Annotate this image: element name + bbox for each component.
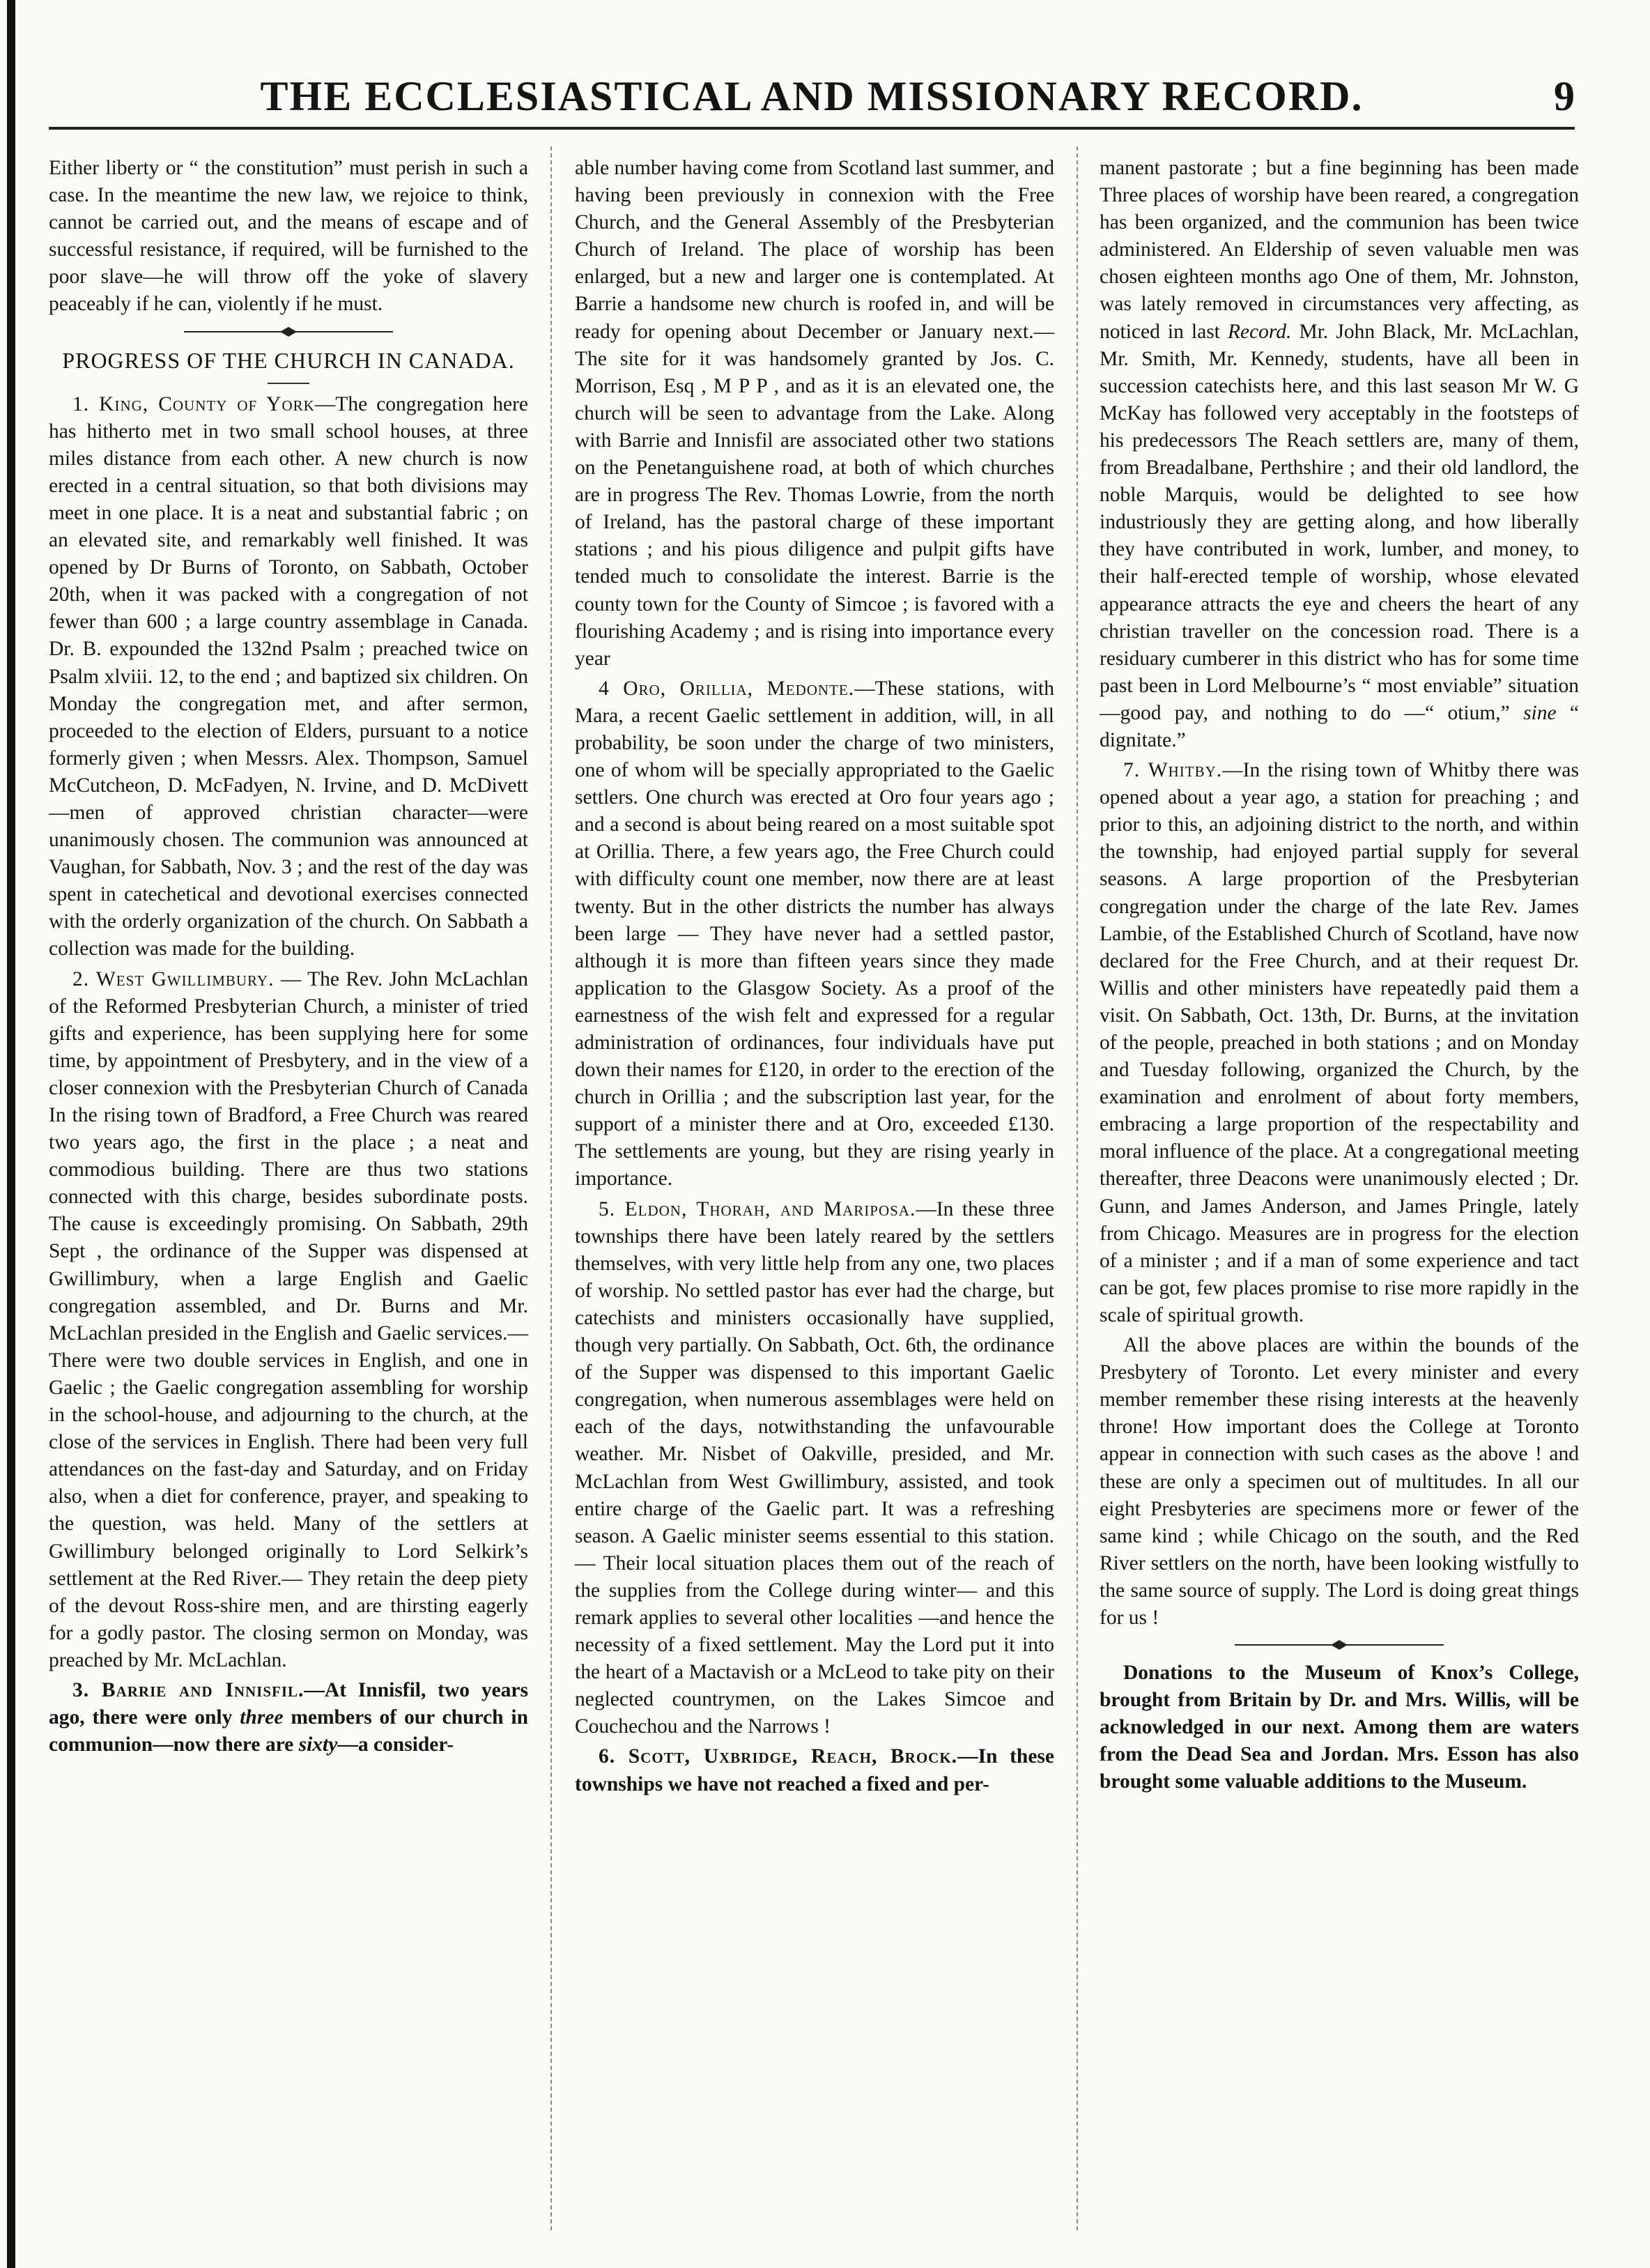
section-body: —The congregation here has hitherto met in two small school houses, at three miles distance from each other. A new church is now erected in a central situation, so that both divisions may meet in one place. It is a neat and substantial fabric ; on an elevated site, and remarkably well finished. It was opened by Dr Burns of Toronto, on Sabbath, October 20th, when it was packed with a congregation of not fewer than 600 ; a large country assemblage in Canada. Dr. B. expounded the 132nd Psalm ; preached twice on Psalm xlviii. 12, to the end ; and baptized six children. On Monday the congregation met, and after sermon, proceeded to the election of Elders, pursuant to a notice formerly given ; when Messrs. Alex. Thompson, Samuel McCutcheon, D. McFadyen, N. Irvine, and D. McDivett—men of approved christian character—were unanimously chosen. The communion was announced at Vaughan, for Sabbath, Nov. 3 ; and the rest of the day was spent in catechetical and devotional exercises connected with the orderly organization of the church. On Sabbath a collection was made for the building. [49,392,528,960]
section-heading: 6. Scott, Uxbridge, Reach, Brock. [599,1745,958,1768]
ornament-divider [184,327,393,337]
section-body: “ dignitate.” [1100,701,1580,751]
section-title: PROGRESS OF THE CHURCH IN CANADA. [62,347,515,373]
section-barrie-continued: able number having come from Scotland last summer, and having been previously in connexion with the Free Church, and the General Assembly of the Presbyterian Church of Ireland. The place of worship has been enlarged, but a new and larger one is contemplated. At Barrie a handsome new church is roofed in, and will be ready for opening about December or January next.— The site for it was handsomely granted by Jos. C. Morrison, Esq , M P P , and as it is an elevated one, the church will be seen to advantage from the Lake. Along with Barrie and Innisfil are associated other two stations on the Penetanguishene road, at both of which churches are in progress The Rev. Thomas Lowrie, from the north of Ireland, has the pastoral charge of these important stations ; and his pious diligence and pulpit gifts have tended much to consolidate the interest. Barrie is the county town for the County of Simcoe ; is favored with a flourishing Academy ; and is rising into importance every year [575,157,1054,670]
column-1 [49,155,528,1761]
section-body: Mr. John Black, Mr. McLachlan, Mr. Smith, Mr. Kennedy, students, have all been in succession catechists here, and this last season Mr W. G McKay has followed very acceptably in the footsteps of his predecessors The Reach settlers are, many of them, from Breadalbane, Perthshire ; and their old landlord, the noble Marquis, would be delighted to see how industriously they are getting along, and how liberally they have contributed in work, lumber, and money, to their half-erected temple of worship, whose elevated appearance attracts the eye and cheers the heart of any christian traveller on the concession road. There is a residuary cumberer in this district who has for some time past been in Lord Melbourne’s “ most enviable” situation—good pay, and nothing to do —“ otium,” [1100,320,1579,724]
section-scott [575,1743,1054,1798]
page-edge-rule [7,0,15,2268]
column-separator [550,146,552,2230]
running-title: THE ECCLESIASTICAL AND MISSIONARY RECORD. [260,73,1364,119]
ornament-divider [1235,1640,1444,1650]
emphasis-word: three [240,1706,284,1729]
section-heading: 1. King, County of York [72,392,315,415]
section-heading: 3. Barrie and Innisfil. [72,1678,304,1701]
emphasis-word: sine [1523,701,1557,724]
section-west-gwillimbury [49,966,528,1674]
section-heading: 4 Oro, Orillia, Medonte. [599,677,855,700]
section-barrie-innisfil [49,1677,528,1759]
closing-paragraph: All the above places are within the bounds of the Presbytery of Toronto. Let every minister and every member remember these rising interests at the heavenly throne! How important does the College at Toronto appear in connection with such cases as the above ! and these are only a specimen out of multitudes. In all our eight Presbyteries are specimens more or fewer of the same kind ; while Chicago on the south, and the Red River settlers on the north, have been looking wistfully to the same source of supply. The Lord is doing great things for us ! [1100,1334,1579,1629]
emphasis-word: Record. [1227,320,1292,343]
column-3 [1100,155,1579,1799]
section-oro [575,675,1054,1193]
section-heading: 5. Eldon, Thorah, and Mariposa. [599,1197,916,1220]
section-heading: 2. West Gwillimbury. [72,967,275,990]
page-header [49,72,1575,128]
section-heading: 7. Whitby. [1123,759,1223,782]
title-rule [268,383,309,384]
section-scott-continued [1100,155,1579,754]
column-2 [575,155,1054,1801]
column-separator [1077,146,1078,2230]
section-whitby [1100,757,1579,1329]
section-body: manent pastorate ; but a fine beginning has been made Three places of worship have been reared, a congregation has been organized, and the communion has been twice administered. An Eldership of seven valuable men was chosen eighteen months ago One of them, Mr. Johnston, was lately removed in circumstances very affecting, as noticed in last [1100,157,1579,343]
section-eldon [575,1196,1054,1741]
section-body: members of our church in communion—now there are [49,1706,528,1756]
header-rule [49,127,1575,130]
emphasis-word: sixty [298,1733,338,1756]
section-body: —At Innisfil, two years ago, there were only [49,1678,528,1729]
donations-notice: Donations to the Museum of Knox’s College, brought from Britain by Dr. and Mrs. Willis, will be acknowledged in our next. Among them are waters from the Dead Sea and Jordan. Mrs. Esson has also brought some valuable additions to the Museum. [1100,1662,1579,1793]
page-number: 9 [1554,73,1575,119]
section-body: — The Rev. John McLachlan of the Reformed Presbyterian Church, a minister of tried gifts and experience, has been supplying here for some time, by appointment of Presbytery, and in the view of a closer connexion with the Presbyterian Church of Canada In the rising town of Bradford, a Free Church was reared two years ago, the first in the place ; a neat and commodious building. There are thus two stations connected with this charge, besides subordinate posts. The cause is exceedingly promising. On Sabbath, 29th Sept , the ordinance of the Supper was dispensed at Gwillimbury, when a large English and Gaelic congregation assembled, and Dr. Burns and Mr. McLachlan presided in the English and Gaelic services.— There were two double services in English, and one in Gaelic ; the Gaelic congregation assembling for worship in the school-house, and adjourning to the church, at the close of the services in English. There had been very full attendances on the fast-day and Saturday, and on Friday also, when a diet for conference, prayer, and speaking to the question, was held. Many of the settlers at Gwillimbury belonged originally to Lord Selkirk’s settlement at the Red River.— They retain the deep piety of the devout Ross-shire men, and are thirsting eagerly for a godly pastor. The closing sermon on Monday, was preached by Mr. McLachlan. [49,967,528,1671]
section-body: —a consider- [337,1733,454,1756]
section-body: —These stations, with Mara, a recent Gaelic settlement in addition, will, in all probability, be soon under the charge of two ministers, one of whom will be specially appropriated to the Gaelic settlers. One church was erected at Oro four years ago ; and a second is about being reared on a most suitable spot at Orillia. There, a few years ago, the Free Church could with difficulty count one member, now there are at least twenty. But in the other districts the number has always been large — They have never had a settled pastor, although it is more than fifteen years since they made application to the Glasgow Society. As a proof of the earnestness of the wish felt and expressed for a regular administration of ordinances, four individuals have put down their names for £120, in order to the erection of the church in Orillia ; and the subscription last year, for the support of a minister there and at Oro, exceeded £130. The settlements are young, but they are rising yearly in importance. [575,677,1054,1190]
section-king [49,391,528,963]
intro-paragraph: Either liberty or “ the constitution” must perish in such a case. In the meantime the new law, we rejoice to think, cannot be carried out, and the means of escape and of successful resistance, if required, will be furnished to the poor slave—he will throw off the yoke of slavery peaceably if he can, violently if he must. [49,157,528,316]
section-body: —In these three townships there have been lately reared by the settlers themselves, with very little help from any one, two places of worship. No settled pastor has ever had the charge, but catechists and ministers occasionally have supplied, though very partially. On Sabbath, Oct. 6th, the ordinance of the Supper was dispensed to this important Gaelic congregation, when numerous assemblages were held on each of the days, notwithstanding the unfavourable weather. Mr. Nisbet of Oakville, presided, and Mr. McLachlan from West Gwillimbury, assisted, and took entire charge of the Gaelic part. It was a refreshing season. A Gaelic minister seems essential to this station.— Their local situation places them out of the reach of the supplies from the College during winter— and this remark applies to several other localities —and hence the necessity of a fixed settlement. May the Lord put it into the heart of a Mactavish or a McLeod to take pity on their neglected countrymen, on the Lakes Simcoe and Couchechou and the Narrows ! [575,1197,1054,1738]
section-body: —In these townships we have not reached a fixed and per- [575,1745,1054,1795]
section-body: —In the rising town of Whitby there was opened about a year ago, a station for preaching ; and prior to this, an adjoining district to the north, and within the township, had enjoyed partial supply for several seasons. A large proportion of the Presbyterian congregation under the charge of the late Rev. James Lambie, of the Established Church of Scotland, have now declared for the Free Church, and at their request Dr. Willis and other ministers have repeatedly paid them a visit. On Sabbath, Oct. 13th, Dr. Burns, at the invitation of the people, preached in both stations ; and on Monday and Tuesday following, organized the Church, by the examination and enrolment of about forty members, embracing a large proportion of the respectability and moral influence of the place. At a congregational meeting thereafter, three Deacons were unanimously elected ; Dr. Gunn, and James Anderson, and James Pringle, lately from Chicago. Measures are in progress for the election of a minister ; and if a man of some experience and tact can be got, few places promise to rise more rapidly in the scale of spiritual growth. [1100,759,1579,1326]
